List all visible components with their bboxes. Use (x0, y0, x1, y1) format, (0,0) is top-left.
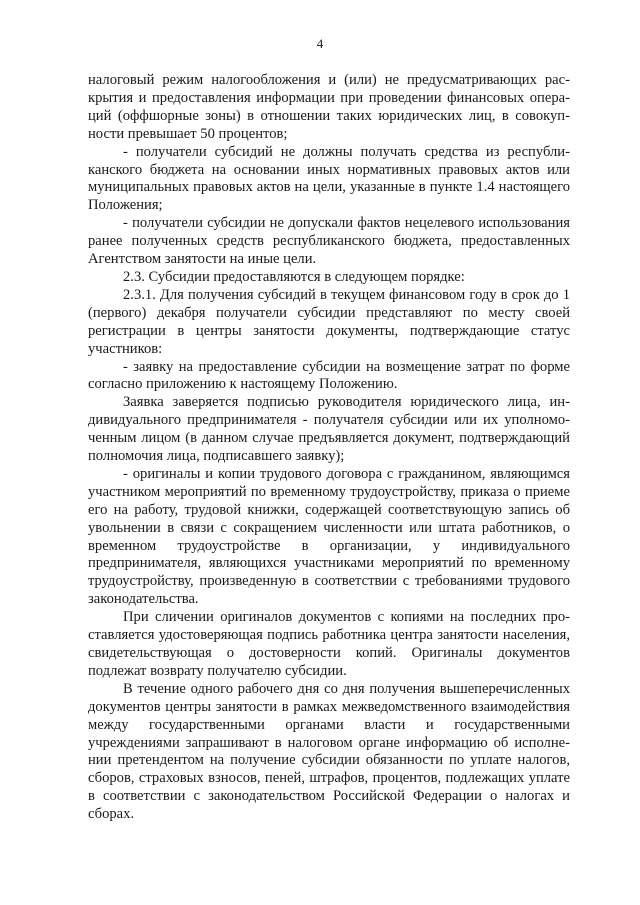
paragraph-2-3-1: 2.3.1. Для получения субсидий в текущем финансовом году в срок до 1 (первого) декабря получатели субсидии представляют по месту своей регистрации в центры занятости документы, подтверждающие статус участников: (88, 286, 570, 357)
paragraph-tax-request: В течение одного рабочего дня со дня получения вышеперечисленных документов центры занятости в рамках межведомственного взаимодействия между государственными органами власти и государственными учреждениями запрашивают в налоговом органе информацию об исполнении претендентом на получение субсидии обязанности по уплате налогов, сборов, страховых взносов, пеней, штрафов, процентов, подлежащих уплате в соответствии с законодательством Российской Федерации о налогах и сборах. (88, 680, 570, 823)
paragraph-application: - заявку на предоставление субсидии на возмещение затрат по форме согласно приложению к настоящему Положению. (88, 358, 570, 393)
paragraph-verification: При сличении оригиналов документов с копиями на последних проставляется удостоверяющая подпись работника центра занятости населения, свидетельствующая о достоверности копий. Оригиналы документов подлежат возврату получателю субсидии. (88, 609, 570, 679)
page-number: 4 (316, 36, 324, 51)
paragraph-2-3: 2.3. Субсидии предоставляются в следующем порядке: (123, 268, 465, 285)
paragraph-originals: - оригиналы и копии трудового договора с гражданином, являющимся участником мероприятий по временному трудоустройству, приказа о приеме его на работу, трудовой книжки, содержащей соответствующую запись об увольнении в связи с сокращением численности или штата работников, о временном трудоустройстве в организации, у индивидуального предпринимателя, являющихся участниками мероприятий по временному трудоустройству, произведенную в соответствии с требованиями трудового законодательства. (88, 465, 570, 608)
paragraph-no-misuse: - получатели субсидии не допускали фактов нецелевого использования ранее полученных средств республиканского бюджета, предоставленных Агентством занятости на иные цели. (88, 215, 570, 268)
paragraph-offshore: налоговый режим налогообложения и (или) не предусматривающих раскрытия и предоставления информации при проведении финансовых операций (оффшорные зоны) в отношении таких юридических лиц, в совокупности превышает 50 процентов; (88, 72, 570, 142)
paragraph-signature: Заявка заверяется подписью руководителя юридического лица, индивидуального предпринимателя - получателя субсидии или их уполномоченным лицом (в данном случае предъявляется документ, подтверждающий полномочия лица, подписавшего заявку); (88, 394, 570, 465)
paragraph-no-other-funds: - получатели субсидий не должны получать средства из республиканского бюджета на основании иных нормативных правовых актов или муниципальных правовых актов на цели, указанные в пункте 1.4 настоящего Положения; (88, 143, 570, 214)
body-text (88, 72, 570, 824)
